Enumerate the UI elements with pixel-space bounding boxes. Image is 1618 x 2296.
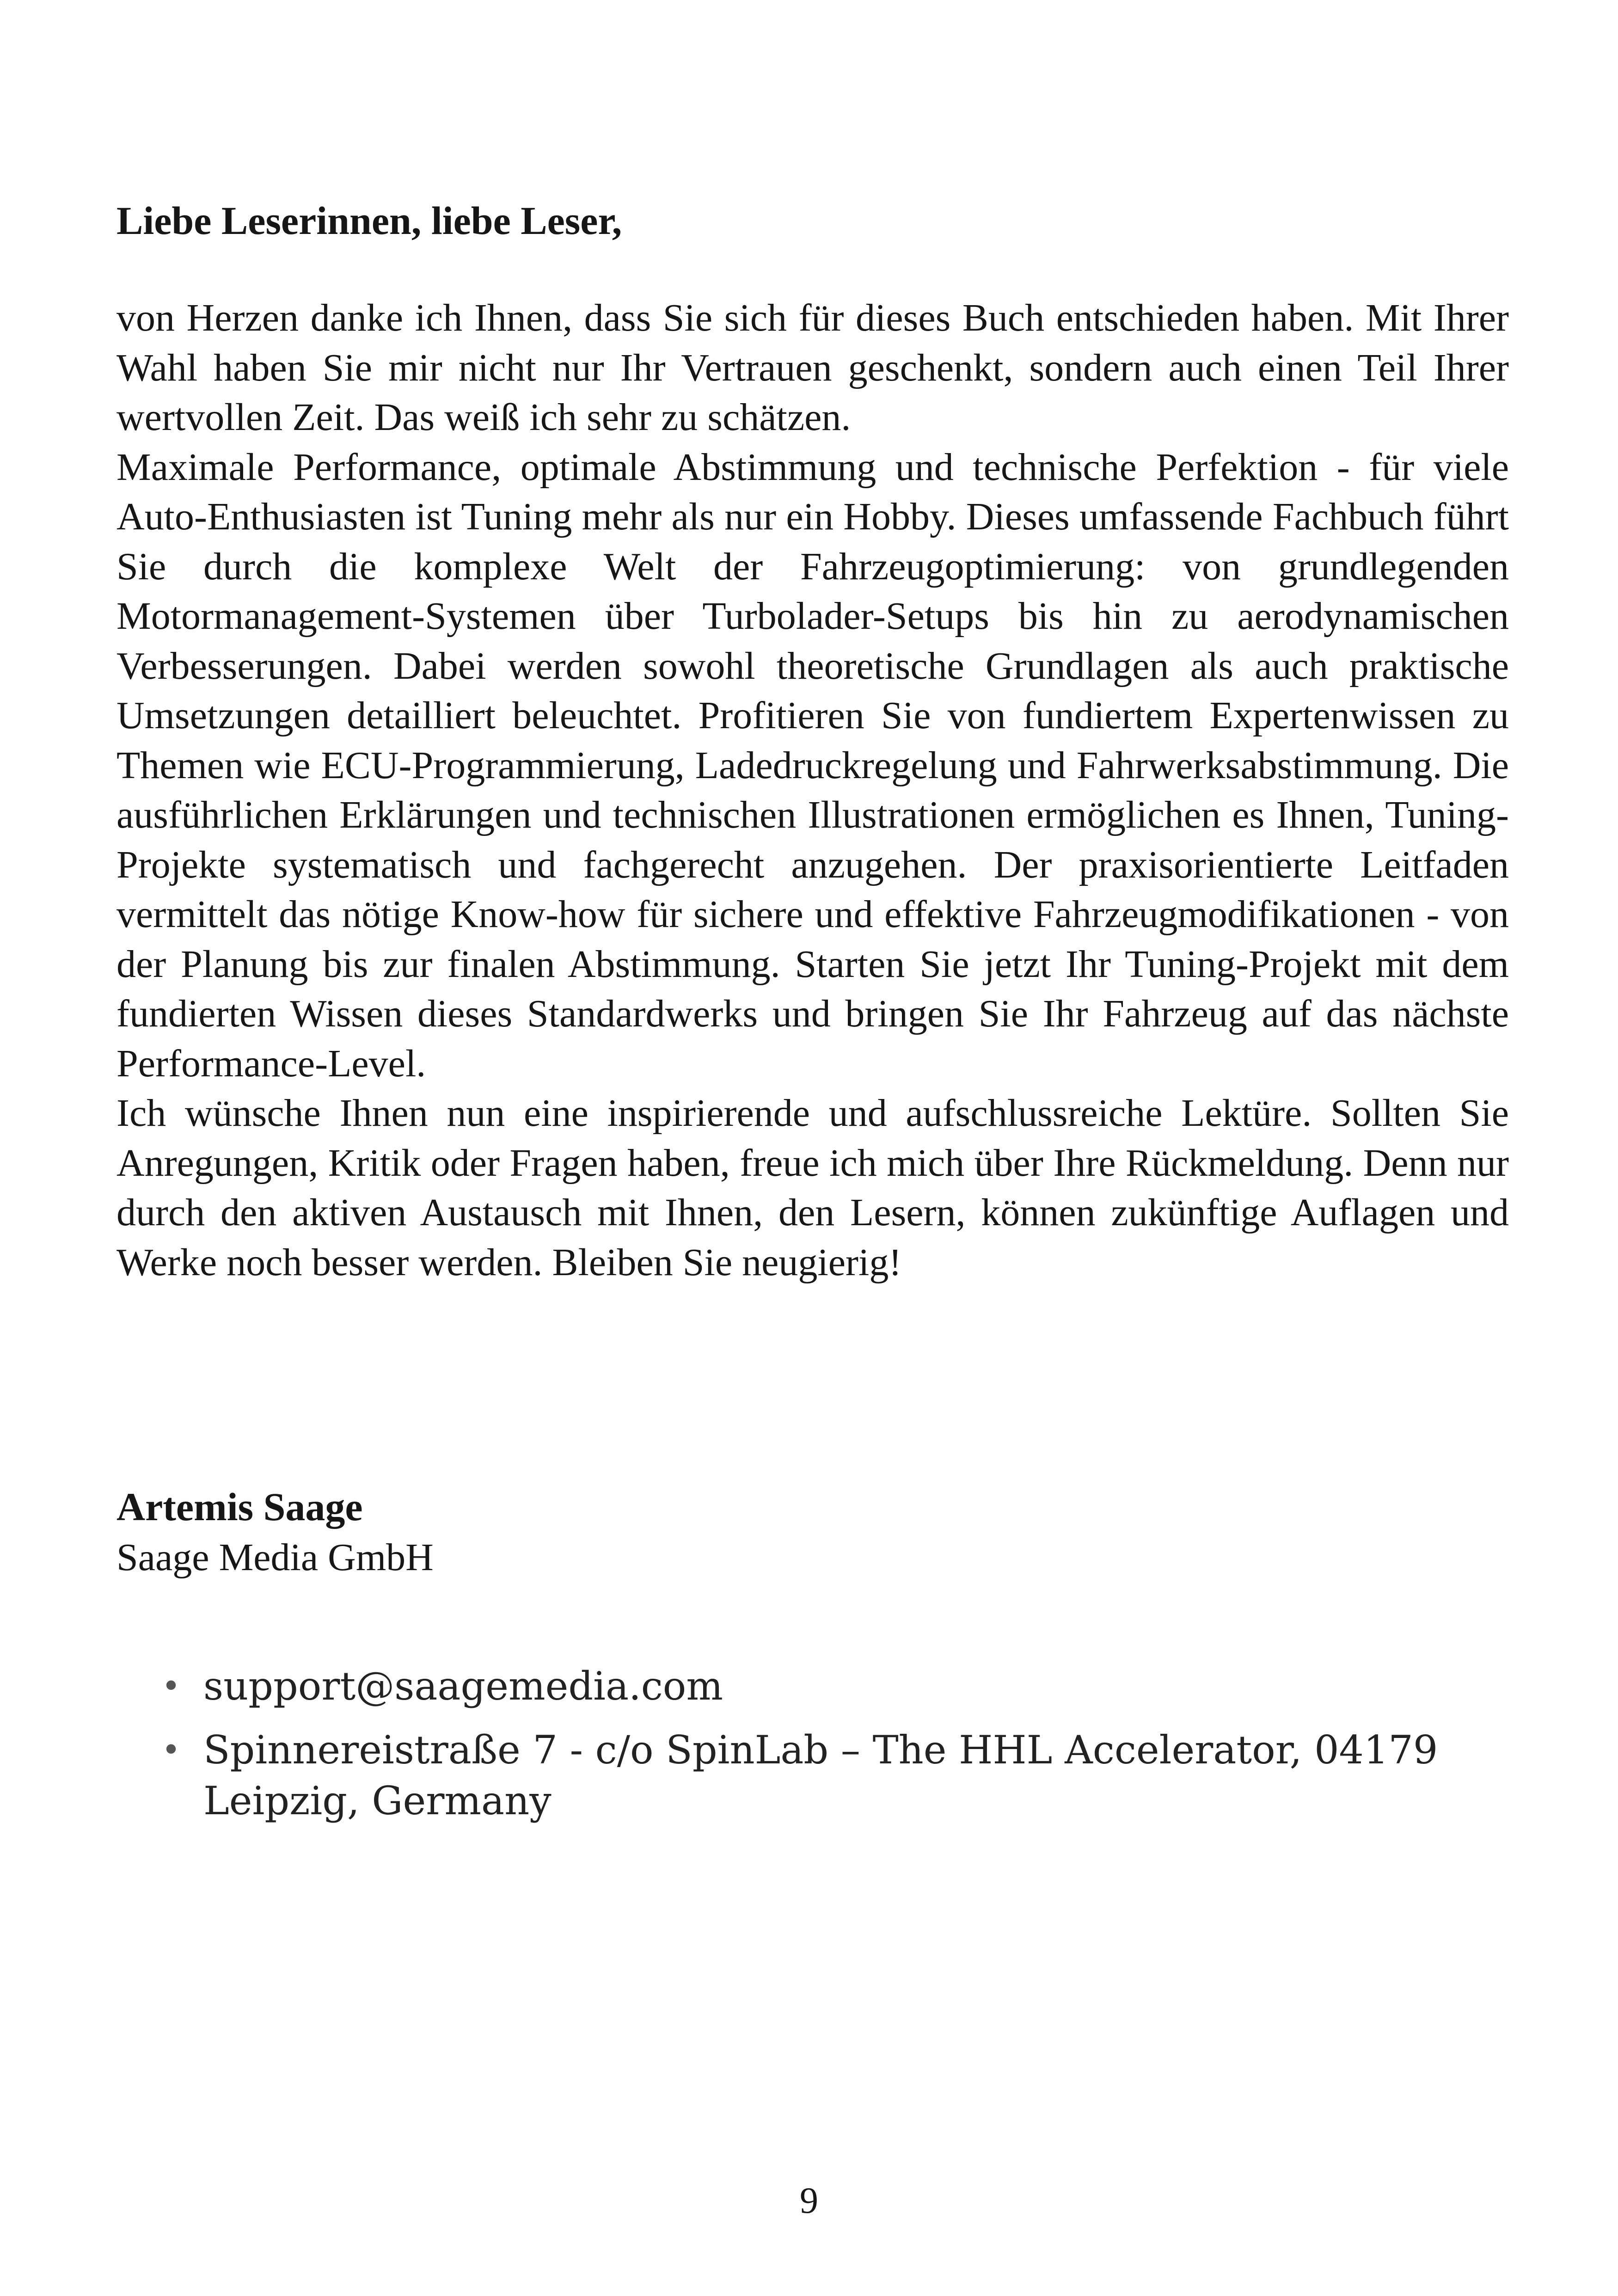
paragraph-closing: Ich wünsche Ihnen nun eine inspirierende und aufschlussreiche Lektüre. Sollten Sie Anregungen, Kritik oder Fragen haben, freue ich mich über Ihre Rückmeldung. Denn nur durch den aktiven Austausch mit Ihnen, den Lesern, können zukünftige Auflagen und Werke noch besser werden. Bleiben Sie neugierig!: [116, 1092, 1509, 1284]
contact-email[interactable]: [157, 1661, 1526, 1712]
paragraph-thanks: von Herzen danke ich Ihnen, dass Sie sich für dieses Buch entschieden haben. Mit Ihrer Wahl haben Sie mir nicht nur Ihr Vertrauen geschenkt, sondern auch einen Teil Ihrer wertvollen Zeit. Das weiß ich sehr zu schätzen.: [116, 296, 1509, 439]
salutation-heading: Liebe Leserinnen, liebe Leser,: [116, 198, 622, 243]
contact-email-text: support@saagemedia.com: [203, 1664, 723, 1709]
paragraph-book-description: Maximale Performance, optimale Abstimmung und technische Perfektion - für viele Auto-Enthusiasten ist Tuning mehr als nur ein Hobby. Dieses umfassende Fachbuch führt Sie durch die komplexe Welt der Fahrzeugoptimierung: von grundlegenden Motormanagement-Systemen über Turbolader-Setups bis hin zu aerodynamischen Verbesserungen. Dabei werden sowohl theoretische Grundlagen als auch praktische Umsetzungen detailliert beleuchtet. Profitieren Sie von fundiertem Expertenwissen zu Themen wie ECU-Programmierung, Ladedruckregelung und Fahrwerksabstimmung. Die ausführlichen Erklärungen und technischen Illustrationen ermöglichen es Ihnen, Tuning-Projekte systematisch und fachgerecht anzugehen. Der praxisorientierte Leitfaden vermittelt das nötige Know-how für sichere und effektive Fahrzeugmodifikationen - von der Planung bis zur finalen Abstimmung. Starten Sie jetzt Ihr Tuning-Projekt mit dem fundierten Wissen dieses Standardwerks und bringen Sie Ihr Fahrzeug auf das nächste Performance-Level.: [116, 445, 1509, 1085]
author-name: Artemis Saage: [116, 1485, 363, 1529]
bullet-icon: •: [161, 1667, 181, 1705]
page-number: 9: [800, 2180, 818, 2221]
contact-list: [157, 1661, 1526, 1839]
body-text: [116, 293, 1509, 1287]
company-name: Saage Media GmbH: [116, 1536, 434, 1579]
contact-address: [157, 1725, 1526, 1826]
bullet-icon: •: [161, 1731, 181, 1769]
contact-address-text: Spinnereistraße 7 - c/o SpinLab – The HHL Accelerator, 04179 Leipzig, Germany: [203, 1727, 1438, 1823]
